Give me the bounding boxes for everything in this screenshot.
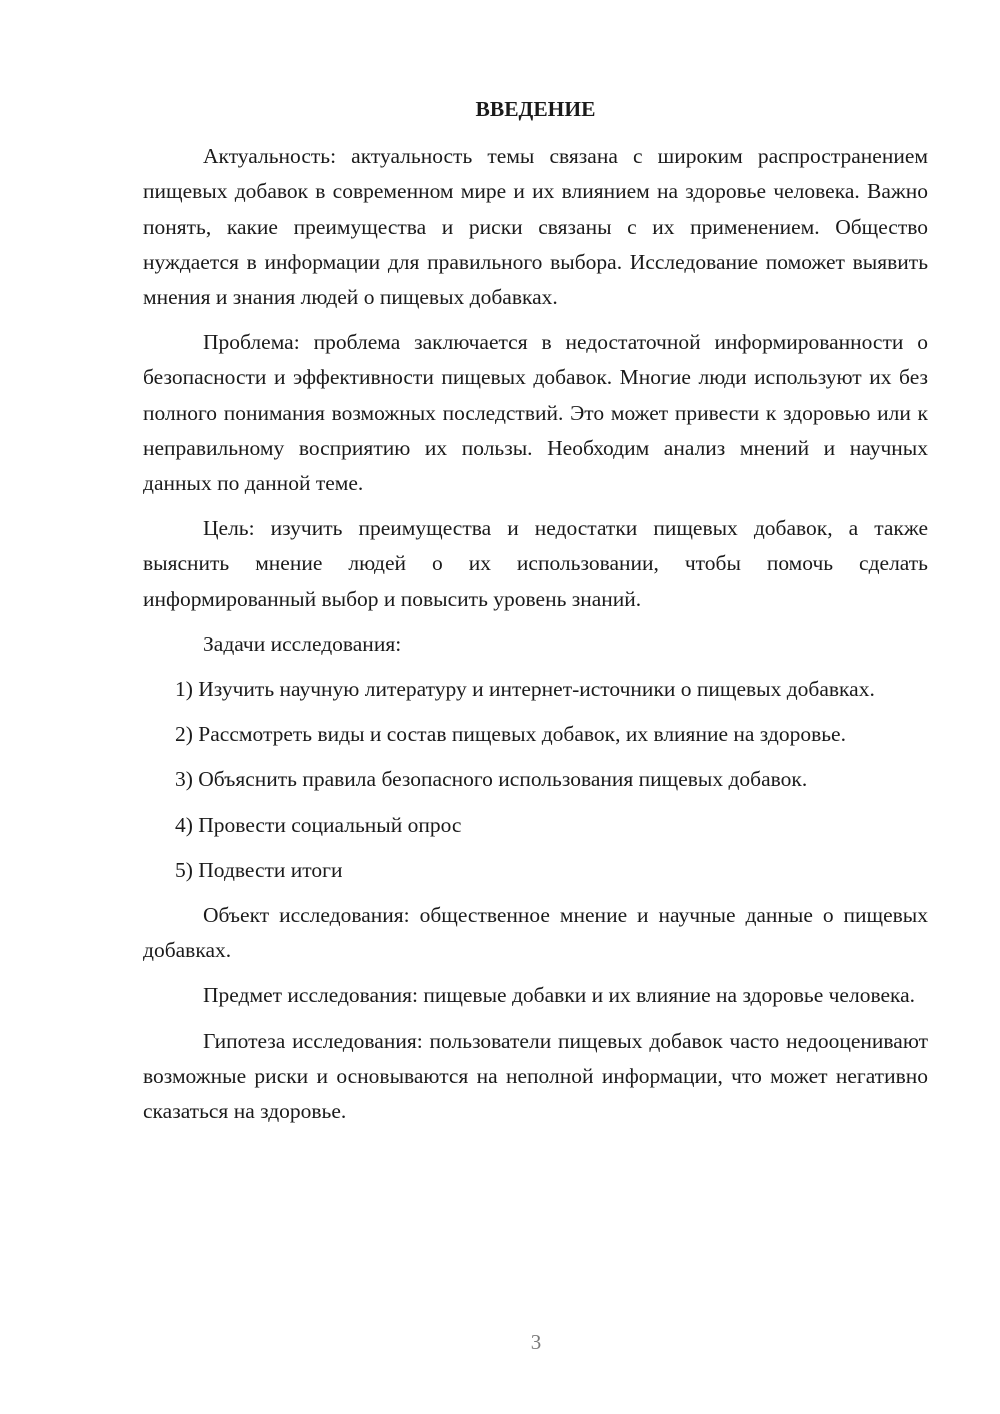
subject-paragraph: Предмет исследования: пищевые добавки и их влияние на здоровье человека. (203, 983, 916, 1008)
page-number: 3 (530, 1330, 542, 1354)
problem-paragraph: Проблема: проблема заключается в недостаточной информированности о безопасности и эффективности пищевых добавок. Многие люди используют их без полного понимания возможных последствий. Это может привести к здоровью или к неправильному восприятию их пользы. Необходим анализ мнений и научных данных по данной теме. (143, 330, 928, 496)
hypothesis-paragraph: Гипотеза исследования: пользователи пищевых добавок часто недооценивают возможные риски и основываются на неполной информации, что может негативно сказаться на здоровье. (143, 1028, 928, 1124)
task-item-2: 2) Рассмотреть виды и состав пищевых добавок, их влияние на здоровье. (175, 722, 846, 747)
document-page (143, 92, 928, 1139)
goal-paragraph: Цель: изучить преимущества и недостатки пищевых добавок, а также выяснить мнение людей о их использовании, чтобы помочь сделать информированный выбор и повысить уровень знаний. (143, 516, 928, 611)
document-title: ВВЕДЕНИЕ (475, 97, 596, 121)
task-item-3: 3) Объяснить правила безопасного использования пищевых добавок. (175, 767, 808, 792)
object-paragraph: Объект исследования: общественное мнение и научные данные о пищевых добавках. (143, 903, 928, 963)
tasks-heading: Задачи исследования: (203, 631, 402, 656)
task-item-5: 5) Подвести итоги (175, 857, 343, 882)
relevance-paragraph: Актуальность: актуальность темы связана с широким распространением пищевых добавок в современном мире и их влиянием на здоровье человека. Важно понять, какие преимущества и риски связаны с их применением. Общество нуждается в информации для правильного выбора. Исследование поможет выявить мнения и знания людей о пищевых добавках. (143, 144, 928, 310)
task-item-4: 4) Провести социальный опрос (175, 812, 462, 837)
task-item-1: 1) Изучить научную литературу и интернет-источники о пищевых добавках. (175, 677, 875, 702)
